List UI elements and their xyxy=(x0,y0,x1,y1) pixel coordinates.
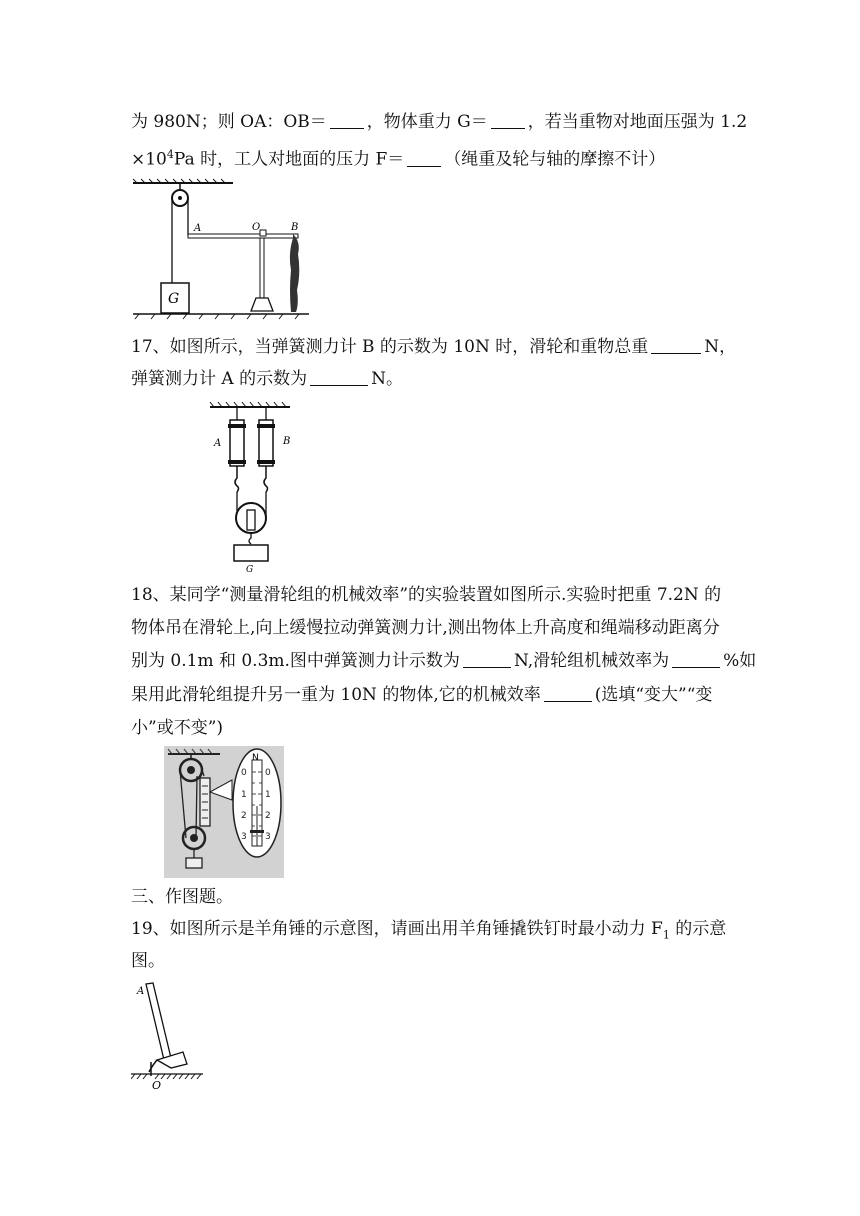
hammer-handle xyxy=(146,983,171,1060)
answer-blank[interactable] xyxy=(651,337,701,354)
subscript: 1 xyxy=(662,928,670,942)
answer-blank[interactable] xyxy=(463,651,511,668)
exponent: 4 xyxy=(166,148,174,161)
svg-text:B: B xyxy=(283,436,291,447)
q17-text: 17、如图所示，当弹簧测力计 B 的示数为 10N 时，滑轮和重物总重 xyxy=(131,337,649,357)
svg-text:2: 2 xyxy=(265,811,271,821)
q17-text: N， xyxy=(704,337,737,357)
answer-blank[interactable] xyxy=(330,112,364,129)
q18-line-4 xyxy=(131,684,712,706)
svg-text:1: 1 xyxy=(265,790,271,800)
svg-text:A: A xyxy=(214,438,222,449)
q17-line-1 xyxy=(131,336,736,358)
weight-block xyxy=(186,858,202,868)
q16-line-1 xyxy=(131,111,747,133)
q18-text: 别为 0.1m 和 0.3m.图中弹簧测力计示数为 xyxy=(131,651,460,671)
q17-text: 弹簧测力计 A 的示数为 xyxy=(131,369,308,389)
pulley-block-figure xyxy=(164,746,284,878)
answer-blank[interactable] xyxy=(491,112,525,129)
q16-text: ×10 xyxy=(131,149,167,170)
svg-text:0: 0 xyxy=(241,768,247,778)
q16-line-2 xyxy=(131,144,665,171)
svg-text:N: N xyxy=(252,753,259,763)
q19-line-2: 图。 xyxy=(131,951,165,971)
svg-text:O: O xyxy=(252,222,261,233)
answer-blank[interactable] xyxy=(544,685,592,702)
q18-line-1: 18、某同学“测量滑轮组的机械效率”的实验装置如图所示.实验时把重 7.2N 的 xyxy=(131,585,722,605)
svg-text:O: O xyxy=(152,1079,162,1092)
q18-text: (选填“变大”“变 xyxy=(594,685,713,705)
q19-line-1 xyxy=(131,918,726,946)
svg-text:A: A xyxy=(194,223,202,234)
svg-text:G: G xyxy=(168,291,180,307)
q17-line-2 xyxy=(131,368,403,390)
answer-blank[interactable] xyxy=(407,150,441,167)
q16-text: Pa 时，工人对地面的压力 F＝ xyxy=(173,149,405,170)
answer-blank[interactable] xyxy=(672,651,720,668)
lever-pulley-figure xyxy=(131,178,311,320)
q16-text: （绳重及轮与轴的摩擦不计） xyxy=(444,149,666,170)
q18-line-5: 小”或不变”) xyxy=(131,718,224,738)
worker-figure xyxy=(290,234,299,312)
weight-block xyxy=(234,545,268,561)
q18-line-2: 物体吊在滑轮上,向上缓慢拉动弹簧测力计,测出物体上升高度和绳端移动距离分 xyxy=(131,618,720,638)
answer-blank[interactable] xyxy=(310,369,368,386)
svg-text:2: 2 xyxy=(241,811,247,821)
q16-text: 为 980N；则 OA：OB＝ xyxy=(131,112,327,132)
q16-text: ，物体重力 G＝ xyxy=(366,112,488,132)
q19-text: 19、如图所示是羊角锤的示意图，请画出用羊角锤撬铁钉时最小动力 F xyxy=(131,919,663,939)
svg-text:G: G xyxy=(246,565,254,572)
q18-text: 果用此滑轮组提升另一重为 10N 的物体,它的机械效率 xyxy=(131,685,541,705)
q18-text: N,滑轮组机械效率为 xyxy=(513,651,670,671)
q16-text: ，若当重物对地面压强为 1.2 xyxy=(527,112,748,132)
hammer-head xyxy=(157,1052,187,1068)
claw-hammer-figure xyxy=(131,980,211,1092)
lever-bar xyxy=(188,234,298,238)
q18-line-3 xyxy=(131,650,756,672)
spring-scales-figure xyxy=(206,400,296,572)
section-title: 三、作图题。 xyxy=(131,887,233,907)
svg-text:B: B xyxy=(291,222,299,233)
q19-text: 的示意 xyxy=(669,919,727,939)
q17-text: N。 xyxy=(371,369,403,389)
svg-text:0: 0 xyxy=(265,768,271,778)
svg-text:3: 3 xyxy=(241,832,247,842)
svg-text:3: 3 xyxy=(265,832,271,842)
q18-text: %如 xyxy=(723,651,757,671)
svg-text:A: A xyxy=(137,986,145,997)
svg-text:1: 1 xyxy=(241,790,247,800)
